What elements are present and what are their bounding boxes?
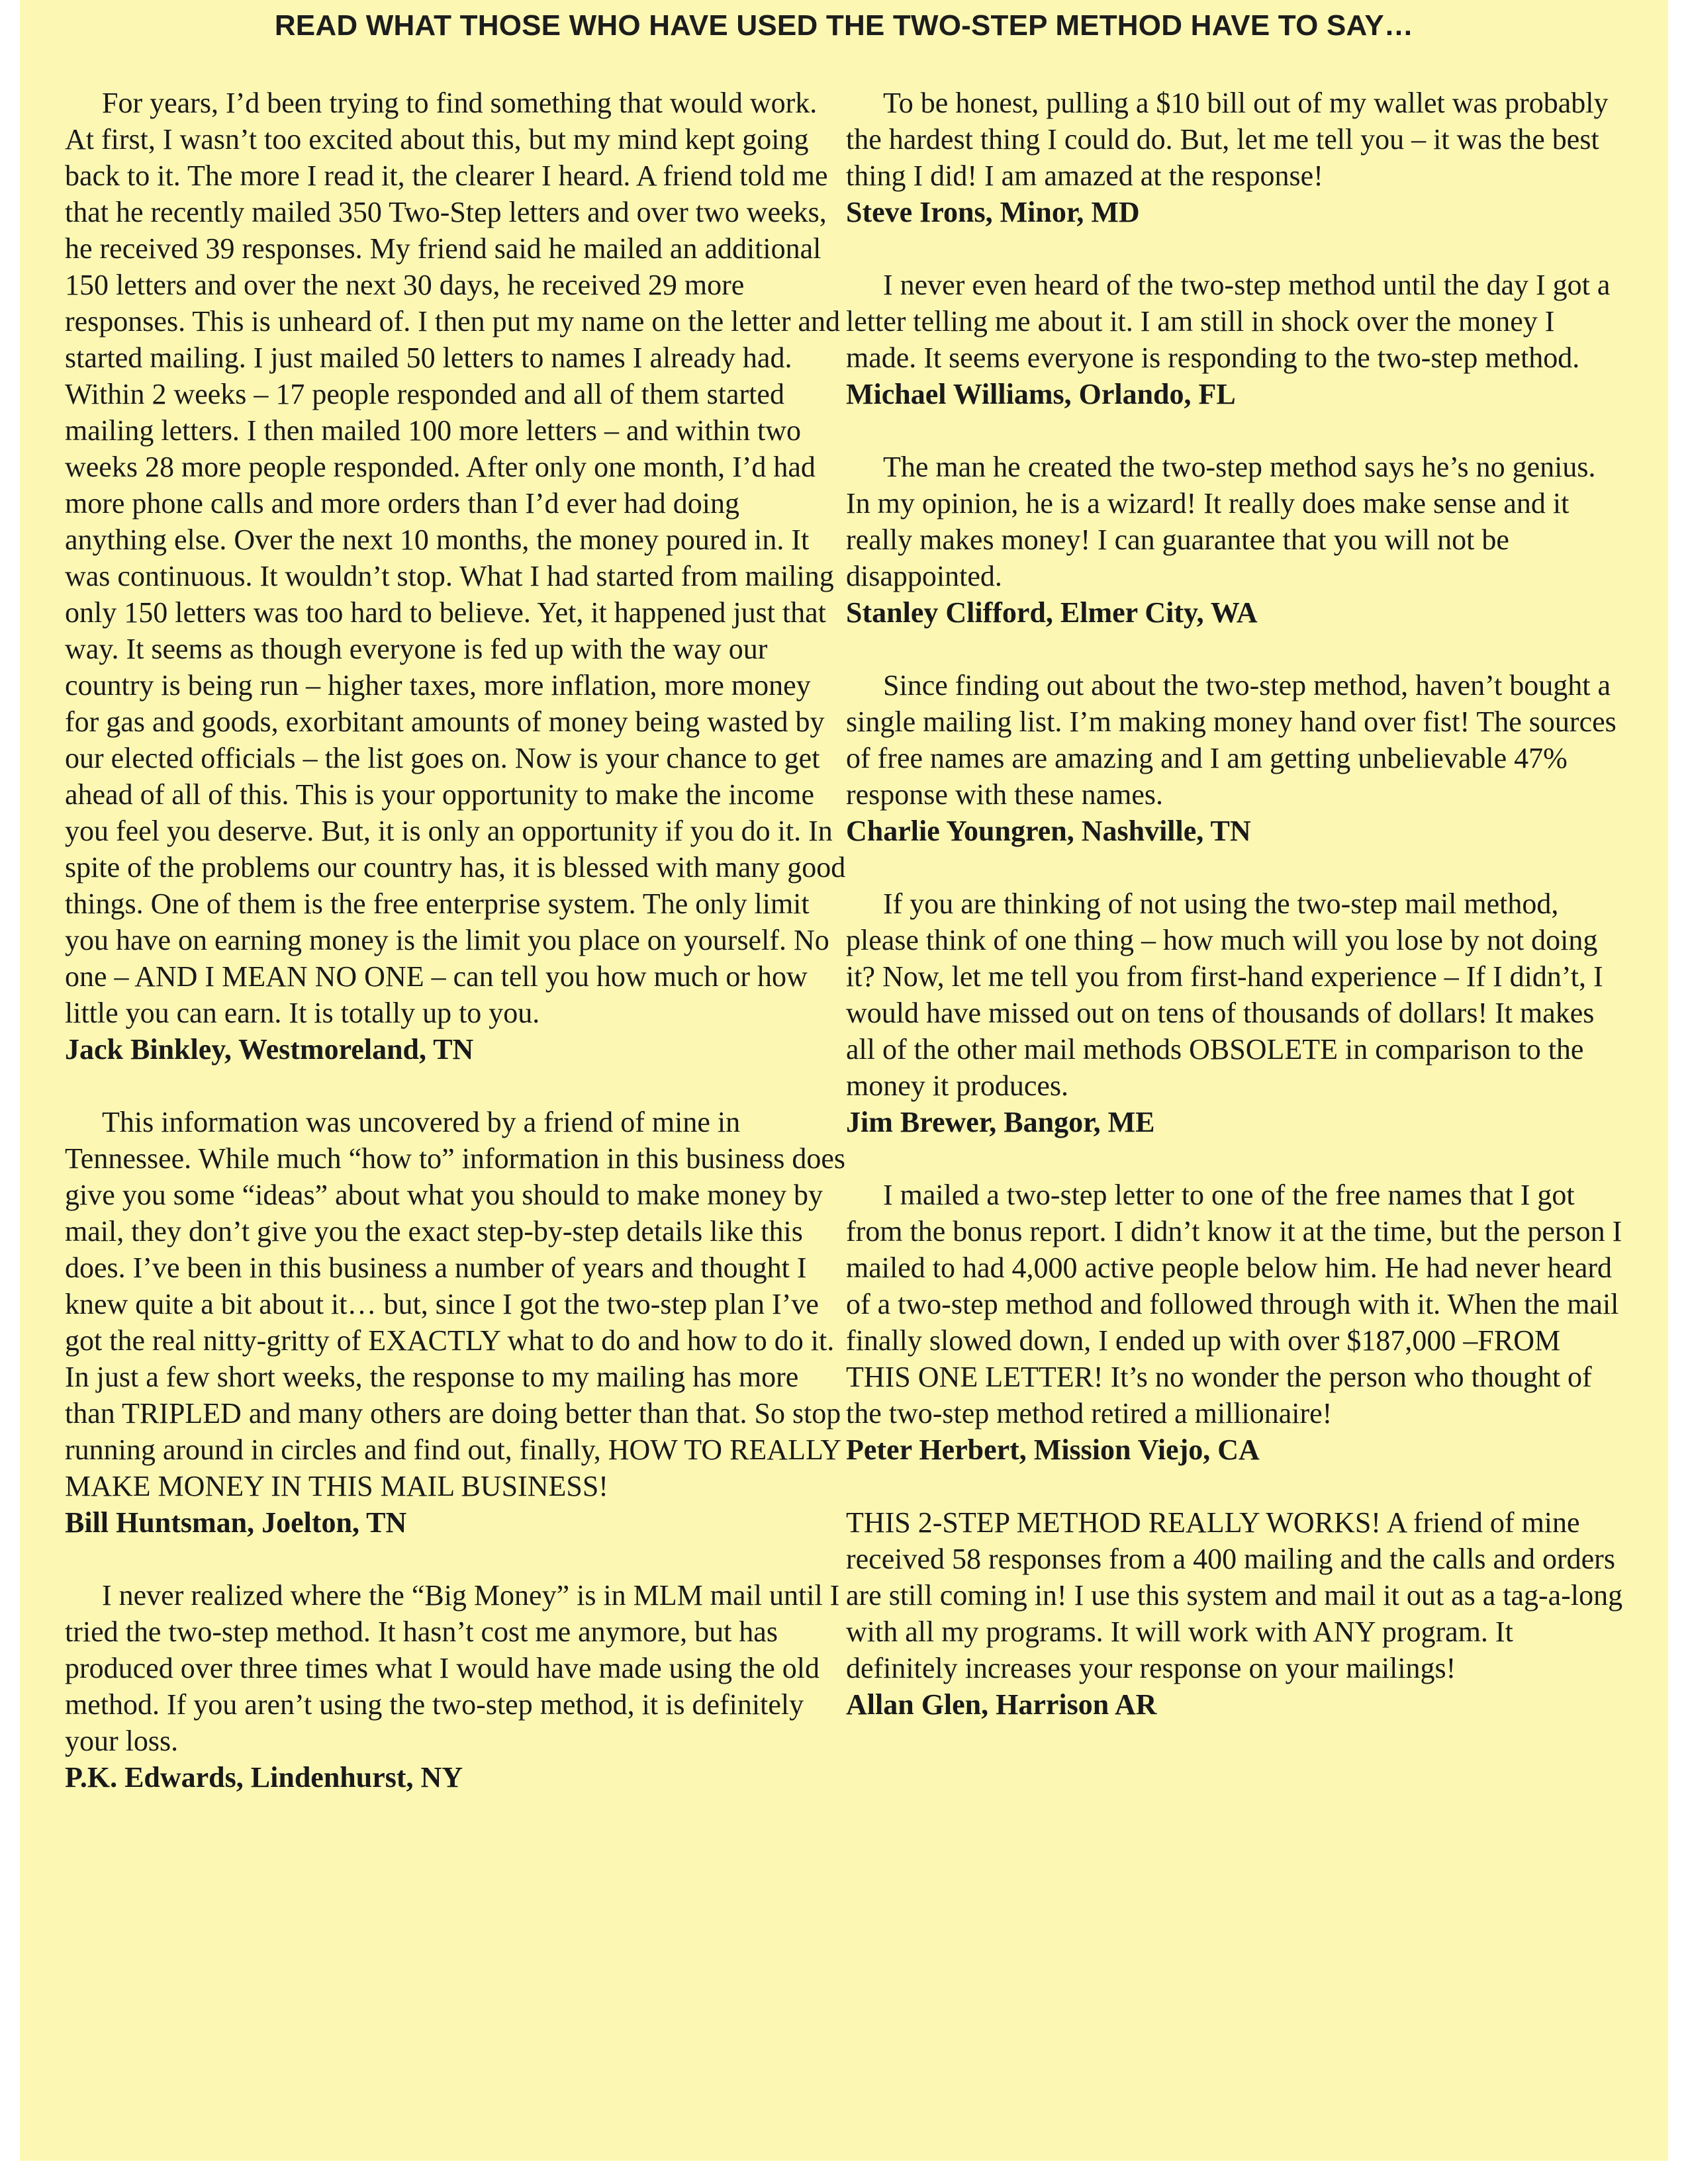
testimonial-author: Steve Irons, Minor, MD	[846, 196, 1140, 228]
testimonial-author: Michael Williams, Orlando, FL	[846, 378, 1236, 410]
testimonial-text: This information was uncovered by a friend of mine in Tennessee. While much “how to” information in this business does give you some “ideas” about what you should to make money by mail, they don’t give you the exact step-by-step details like this does. I’ve been in this business a number of years and thought I knew quite a bit about it… but, since I got the two-step plan I’ve got the real nitty-gritty of EXACTLY what to do and how to do it. In just a few short weeks, the response to my mailing has more than TRIPLED and many others are doing better than that. So stop running around in circles and find out, finally, HOW TO REALLY MAKE MONEY IN THIS MAIL BUSINESS!	[65, 1106, 845, 1502]
testimonial-text: For years, I’d been trying to find something that would work. At first, I wasn’t too excited about this, but my mind kept going back to it. The more I read it, the clearer I heard. A friend told me that he recently mailed 350 Two-Step letters and over two weeks, he received 39 responses. My friend said he mailed an additional 150 letters and over the next 30 days, he received 29 more responses. This is unheard of. I then put my name on the letter and started mailing. I just mailed 50 letters to names I already had. Within 2 weeks – 17 people responded and all of them started mailing letters. I then mailed 100 more letters – and within two weeks 28 more people responded. After only one month, I’d had more phone calls and more orders than I’d ever had doing anything else. Over the next 10 months, the money poured in. It was continuous. It wouldn’t stop. What I had started from mailing only 150 letters was too hard to believe. Yet, it happened just that way. It seems as though everyone is fed up with the way our country is being run – higher taxes, more inflation, more money for gas and goods, exorbitant amounts of money being wasted by our elected officials – the list goes on. Now is your chance to get ahead of all of this. This is your opportunity to make the income you feel you deserve. But, it is only an opportunity if you do it. In spite of the problems our country has, it is blessed with many good things. One of them is the free enterprise system. The only limit you have on earning money is the limit you place on yourself. No one – AND I MEAN NO ONE – can tell you how much or how little you can earn. It is totally up to you.	[65, 87, 846, 1029]
testimonial	[846, 267, 1624, 412]
testimonial-author: Stanley Clifford, Elmer City, WA	[846, 596, 1258, 629]
testimonial-text: I never even heard of the two-step method until the day I got a letter telling me about it. I am still in shock over the money I made. It seems everyone is responding to the two-step method.	[846, 269, 1611, 374]
testimonial	[846, 449, 1624, 631]
testimonial-text: Since finding out about the two-step method, haven’t bought a single mailing list. I’m making money hand over fist! The sources of free names are amazing and I am getting unbelievable 47% response with these names.	[846, 669, 1617, 811]
flyer-page	[20, 0, 1668, 2161]
page-headline: READ WHAT THOSE WHO HAVE USED THE TWO-STEP METHOD HAVE TO SAY…	[274, 9, 1414, 42]
testimonial-text: I mailed a two-step letter to one of the free names that I got from the bonus report. I didn’t know it at the time, but the person I mailed to had 4,000 active people below him. He had never heard of a two-step method and followed through with it. When the mail finally slowed down, I ended up with over $187,000 –FROM THIS ONE LETTER! It’s no wonder the person who thought of the two-step method retired a millionaire!	[846, 1179, 1622, 1430]
testimonial-author: P.K. Edwards, Lindenhurst, NY	[65, 1761, 463, 1794]
testimonial-author: Bill Huntsman, Joelton, TN	[65, 1506, 407, 1539]
right-testimonial-column	[846, 85, 1624, 1759]
testimonial-author: Allan Glen, Harrison AR	[846, 1688, 1157, 1721]
testimonial-text: I never realized where the “Big Money” is in MLM mail until I tried the two-step method. It hasn’t cost me anymore, but has produced over three times what I would have made using the old method. If you aren’t using the two-step method, it is definitely your loss.	[65, 1579, 840, 1757]
testimonial	[846, 85, 1624, 230]
testimonial-text: THIS 2-STEP METHOD REALLY WORKS! A friend of mine received 58 responses from a 400 mailing and the calls and orders are still coming in! I use this system and mail it out as a tag-a-long with all my programs. It will work with ANY program. It definitely increases your response on your mailings!	[846, 1506, 1623, 1684]
testimonial	[846, 1504, 1624, 1723]
testimonial	[65, 1577, 846, 1796]
testimonial-text: To be honest, pulling a $10 bill out of my wallet was probably the hardest thing I could do. But, let me tell you – it was the best thing I did! I am amazed at the response!	[846, 87, 1609, 192]
testimonial-author: Jack Binkley, Westmoreland, TN	[65, 1033, 474, 1066]
testimonial-author: Charlie Youngren, Nashville, TN	[846, 815, 1251, 847]
testimonial-author: Jim Brewer, Bangor, ME	[846, 1106, 1155, 1138]
left-testimonial-column	[65, 85, 846, 1832]
testimonial-text: If you are thinking of not using the two-step mail method, please think of one thing – how much will you lose by not doing it? Now, let me tell you from first-hand experience – If I didn’t, I would have missed out on tens of thousands of dollars! It makes all of the other mail methods OBSOLETE in comparison to the money it produces.	[846, 887, 1603, 1102]
testimonial-text: The man he created the two-step method says he’s no genius. In my opinion, he is a wizard! It really does make sense and it really makes money! I can guarantee that you will not be disappointed.	[846, 451, 1596, 592]
testimonial	[65, 85, 846, 1068]
testimonial-author: Peter Herbert, Mission Viejo, CA	[846, 1433, 1260, 1466]
testimonial	[65, 1104, 846, 1541]
testimonial	[846, 1177, 1624, 1468]
testimonial	[846, 667, 1624, 849]
testimonial	[846, 886, 1624, 1140]
